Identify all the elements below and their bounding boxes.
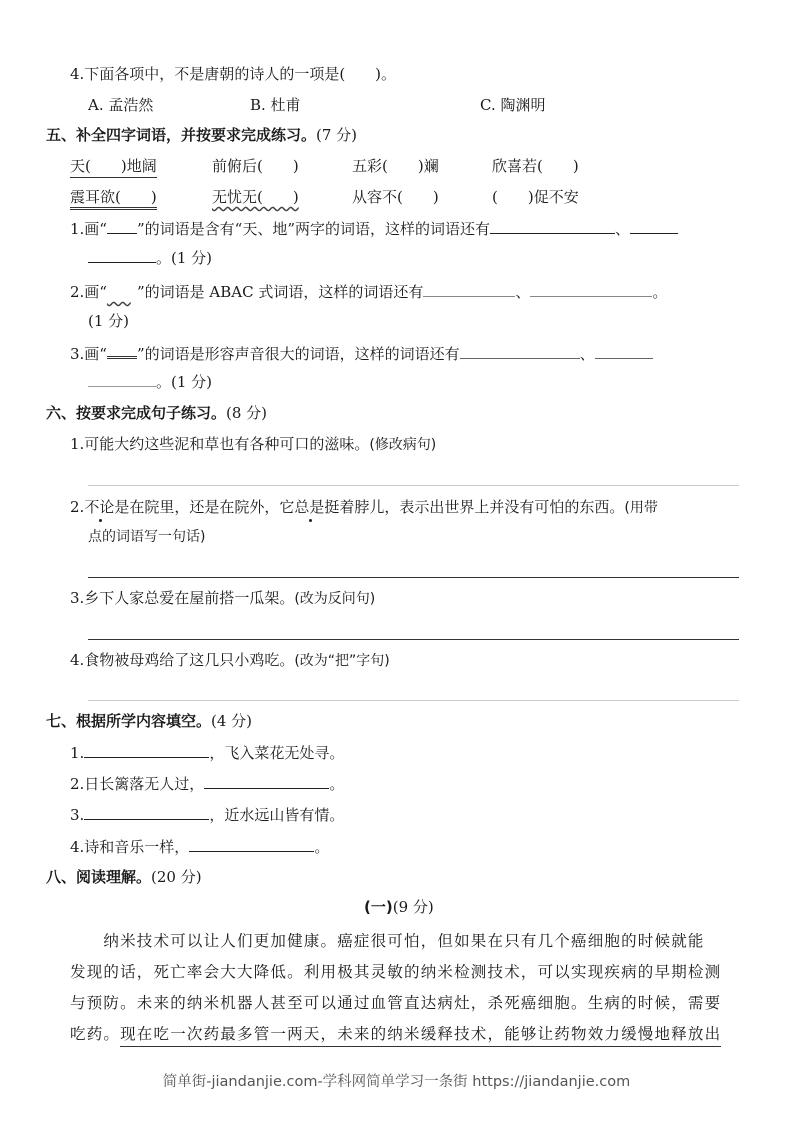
passage-line: 纳米技术可以让人们更加健康。癌症很可怕，但如果在只有几个癌细胞的时候就能 bbox=[70, 932, 705, 950]
q-hint: (改为反问句) bbox=[294, 591, 376, 607]
q-prefix: 2.日长篱落无人过， bbox=[70, 775, 205, 793]
idiom-item: ( )促不安 bbox=[492, 188, 579, 206]
s5-question-1 bbox=[70, 219, 678, 239]
section-score: (8 分) bbox=[226, 404, 268, 422]
answer-line[interactable] bbox=[88, 577, 739, 578]
s6-question-2 bbox=[70, 497, 658, 518]
q-text: 3.乡下人家总爱在屋前搭一瓜架。 bbox=[70, 589, 295, 607]
s5-question-1-cont bbox=[88, 248, 212, 268]
s6-question-3 bbox=[70, 588, 375, 609]
s7-item-2 bbox=[70, 774, 344, 794]
answer-blank[interactable] bbox=[460, 344, 580, 359]
question-4-stem: 4.下面各项中，不是唐朝的诗人的一项是( )。 bbox=[70, 65, 397, 83]
separator: 、 bbox=[579, 345, 595, 363]
wavy-sample bbox=[107, 282, 137, 302]
answer-line[interactable] bbox=[88, 485, 739, 486]
q-end: 。(1 分) bbox=[156, 373, 213, 391]
sub-score: (9 分) bbox=[392, 898, 434, 916]
s5-question-2-score: (1 分) bbox=[88, 312, 130, 330]
idiom-item: 震耳欲( ) bbox=[70, 187, 157, 210]
sub-title: (一) bbox=[364, 898, 393, 916]
q-text: ，飞入菜花无处寻。 bbox=[209, 744, 345, 762]
q-text: 1.可能大约这些泥和草也有各种可口的滋味。 bbox=[70, 435, 370, 453]
dotted-text: 不论 bbox=[84, 498, 115, 516]
answer-blank[interactable] bbox=[490, 219, 615, 234]
section-5-title bbox=[46, 125, 357, 145]
answer-blank[interactable] bbox=[88, 248, 156, 263]
s6-question-1 bbox=[70, 434, 436, 455]
q-end: 。 bbox=[652, 283, 668, 301]
section-score: (4 分) bbox=[211, 712, 253, 730]
section-title-text: 六、按要求完成句子练习。 bbox=[46, 404, 227, 422]
s7-item-1 bbox=[70, 743, 344, 763]
idiom-item: 从容不( ) bbox=[352, 188, 439, 206]
underlined-sentence: 现在吃一次药最多管一两天，未来的纳米缓释技术，能够让药物效力缓慢地释放出 bbox=[120, 1025, 721, 1047]
s6-question-4 bbox=[70, 650, 390, 671]
idiom-item: 欣喜若( ) bbox=[492, 157, 579, 175]
section-7-title bbox=[46, 711, 252, 731]
answer-line[interactable] bbox=[88, 639, 739, 640]
passage-line: 与预防。未来的纳米机器人甚至可以通过血管直达病灶，杀死癌细胞。生病的时候，需要 bbox=[70, 994, 722, 1012]
answer-blank[interactable] bbox=[84, 805, 209, 820]
reading-1-title bbox=[364, 897, 434, 917]
idiom-item: 五彩( )斓 bbox=[352, 157, 439, 175]
q-text: 挺着脖儿，表示出世界上并没有可怕的东西。 bbox=[324, 498, 625, 516]
watermark-footer: 简单街-jiandanjie.com-学科网简单学习一条街 https://jiandanjie.com bbox=[162, 1074, 631, 1090]
answer-blank[interactable] bbox=[88, 372, 156, 387]
section-8-title bbox=[46, 867, 202, 887]
idiom-item: 前俯后( ) bbox=[212, 157, 299, 175]
passage-line: 发现的话，死亡率会大大降低。利用极其灵敏的纳米检测技术，可以实现疾病的早期检测 bbox=[70, 963, 722, 981]
s7-item-3 bbox=[70, 805, 344, 825]
dotted-word bbox=[84, 498, 114, 516]
q-text: ”的词语是 ABAC 式词语，这样的词语还有 bbox=[136, 283, 424, 301]
q-text: ”的词语是含有“天、地”两字的词语，这样的词语还有 bbox=[136, 220, 490, 238]
q-prefix: 2.画“ bbox=[70, 283, 107, 301]
q-prefix: 1.画“ bbox=[70, 220, 107, 238]
idiom-item: 无忧无( ) bbox=[212, 188, 299, 206]
answer-line[interactable] bbox=[88, 700, 739, 701]
answer-blank[interactable] bbox=[423, 282, 515, 297]
option-b: B. 杜甫 bbox=[250, 96, 301, 114]
idiom-item: 天( )地阔 bbox=[70, 156, 157, 178]
double-underline-sample bbox=[107, 342, 137, 359]
section-score: (7 分) bbox=[316, 126, 358, 144]
answer-blank[interactable] bbox=[204, 774, 329, 789]
q-text: 。 bbox=[314, 838, 330, 856]
section-score: (20 分) bbox=[151, 868, 202, 886]
q-prefix: 3.画“ bbox=[70, 345, 107, 363]
passage-text: 吃药。 bbox=[70, 1025, 121, 1043]
option-a: A. 孟浩然 bbox=[88, 96, 154, 114]
answer-blank[interactable] bbox=[595, 344, 653, 359]
answer-blank[interactable] bbox=[189, 837, 314, 852]
q-prefix: 3. bbox=[70, 806, 85, 824]
section-title-text: 五、补全四字词语，并按要求完成练习。 bbox=[46, 126, 317, 144]
q-text: ”的词语是形容声音很大的词语，这样的词语还有 bbox=[136, 345, 460, 363]
q-text: 4.食物被母鸡给了这几只小鸡吃。 bbox=[70, 651, 295, 669]
s5-question-3-cont bbox=[88, 372, 212, 392]
s5-question-3 bbox=[70, 342, 653, 364]
q-end: 。(1 分) bbox=[156, 249, 213, 267]
s6-question-2-hint: 点的词语写一句话) bbox=[88, 529, 206, 545]
q-hint: (用带 bbox=[624, 500, 658, 516]
answer-blank[interactable] bbox=[530, 282, 652, 297]
answer-blank[interactable] bbox=[84, 743, 209, 758]
dotted-text: 总是 bbox=[294, 498, 325, 516]
section-title-text: 八、阅读理解。 bbox=[46, 868, 152, 886]
passage-line bbox=[70, 1022, 740, 1044]
s7-item-4 bbox=[70, 837, 329, 857]
q-hint: (改为“把”字句) bbox=[294, 653, 390, 669]
q-text: 。 bbox=[329, 775, 345, 793]
separator: 、 bbox=[515, 283, 531, 301]
q-text: 是在院里，还是在院外，它 bbox=[114, 498, 295, 516]
separator: 、 bbox=[615, 220, 631, 238]
underline-sample bbox=[107, 219, 137, 234]
q-prefix: 4.诗和音乐一样， bbox=[70, 838, 190, 856]
section-title-text: 七、根据所学内容填空。 bbox=[46, 712, 212, 730]
q-hint: (修改病句) bbox=[369, 437, 437, 453]
option-c: C. 陶渊明 bbox=[480, 96, 546, 114]
q-text: ，近水远山皆有情。 bbox=[209, 806, 345, 824]
answer-blank[interactable] bbox=[630, 219, 678, 234]
q-prefix: 2. bbox=[70, 498, 85, 516]
section-6-title bbox=[46, 403, 267, 423]
q-prefix: 1. bbox=[70, 744, 85, 762]
s5-question-2 bbox=[70, 282, 667, 302]
